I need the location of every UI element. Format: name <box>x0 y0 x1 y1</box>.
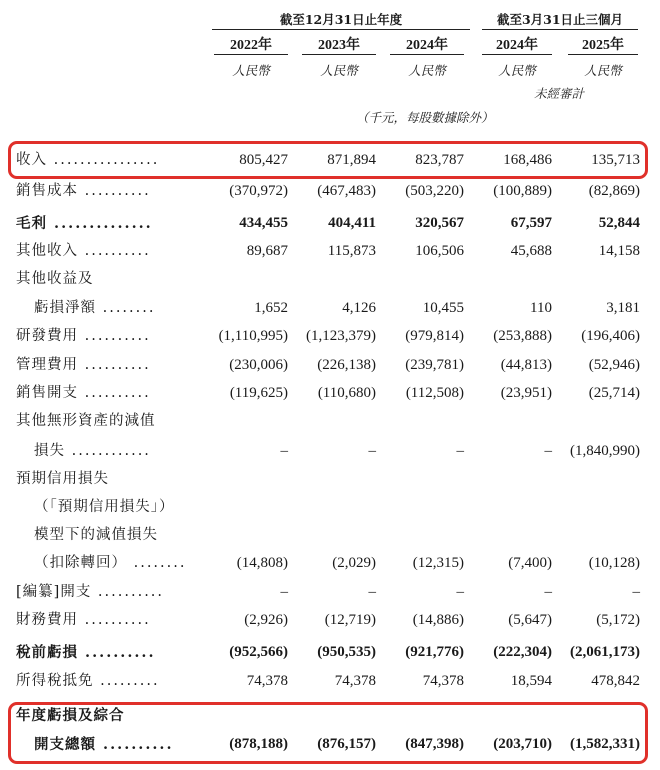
header-group-annual: 截至12月31日止年度 <box>279 12 403 27</box>
table-row <box>0 668 660 695</box>
table-row <box>0 238 660 265</box>
row-label <box>16 147 159 174</box>
row-value: (239,781) <box>405 357 464 373</box>
row-label <box>16 178 151 205</box>
row-value: 404,411 <box>328 215 376 231</box>
table-row <box>0 522 660 549</box>
row-value: (196,406) <box>581 328 640 344</box>
row-value: 45,688 <box>510 243 552 259</box>
currency-2025-q: 人民幣 <box>584 63 622 78</box>
row-value: – <box>456 443 464 459</box>
row-value: – <box>368 584 376 600</box>
row-leader-dots: .............. <box>47 215 153 232</box>
row-value: 871,894 <box>327 152 376 168</box>
currency-2024: 人民幣 <box>408 63 446 78</box>
currency-2023: 人民幣 <box>320 63 358 78</box>
row-label <box>16 639 156 666</box>
table-row <box>0 731 660 758</box>
row-leader-dots: ........ <box>96 300 156 316</box>
row-leader-dots: ......... <box>93 673 160 689</box>
row-label-text: 收入 <box>16 152 47 168</box>
year-rule-2025-q <box>568 54 638 55</box>
row-leader-dots: .......... <box>78 328 151 344</box>
row-value: (222,304) <box>493 644 552 660</box>
row-value: (2,926) <box>244 612 288 628</box>
row-value: (100,889) <box>493 183 552 199</box>
row-value: (82,869) <box>588 183 640 199</box>
row-label-text: 年度虧損及綜合 <box>16 707 125 724</box>
row-value: 1,652 <box>254 300 288 316</box>
row-label-text: 銷售成本 <box>16 183 78 199</box>
row-value: (878,188) <box>229 736 288 752</box>
row-label <box>16 668 160 695</box>
row-label <box>34 522 158 549</box>
row-value: 823,787 <box>415 152 464 168</box>
row-label-text: 銷售開支 <box>16 385 78 401</box>
header-group-quarter: 截至3月31日止三個月 <box>496 12 624 27</box>
row-value: (10,128) <box>588 555 640 571</box>
row-value: 89,687 <box>246 243 288 259</box>
row-value: 74,378 <box>334 673 376 689</box>
row-value: (370,972) <box>229 183 288 199</box>
row-label-text: （「預期信用損失」） <box>34 499 175 515</box>
row-value: (2,029) <box>332 555 376 571</box>
row-value: (1,110,995) <box>218 328 288 344</box>
row-value: 115,873 <box>327 243 376 259</box>
row-label-text: 所得稅抵免 <box>16 673 94 689</box>
row-label-text: 虧損淨額 <box>34 300 96 316</box>
row-leader-dots: .......... <box>78 385 151 401</box>
row-value: (503,220) <box>405 183 464 199</box>
row-value: (1,582,331) <box>570 736 640 752</box>
row-value: 3,181 <box>606 300 640 316</box>
table-row <box>0 178 660 205</box>
row-label-text: 稅前虧損 <box>16 644 78 661</box>
row-value: (5,172) <box>596 612 640 628</box>
row-value: (1,123,379) <box>306 328 376 344</box>
row-label <box>16 266 94 293</box>
row-label-text: 開支總額 <box>34 736 96 753</box>
row-leader-dots: .......... <box>78 357 151 373</box>
unaudited-note: 未經審計 <box>534 86 585 101</box>
table-row <box>0 266 660 293</box>
row-label <box>16 380 151 407</box>
row-label-text: 其他無形資產的減值 <box>16 413 156 429</box>
row-label <box>16 238 151 265</box>
table-row <box>0 380 660 407</box>
row-value: (1,840,990) <box>570 443 640 459</box>
row-label <box>16 352 151 379</box>
row-value: 52,844 <box>598 215 640 231</box>
year-2024-q: 2024年 <box>496 38 538 53</box>
row-value: (14,886) <box>412 612 464 628</box>
row-value: (467,483) <box>317 183 376 199</box>
row-value: 106,506 <box>415 243 464 259</box>
row-value: (979,814) <box>405 328 464 344</box>
row-value: (230,006) <box>229 357 288 373</box>
row-value: (12,315) <box>412 555 464 571</box>
table-row <box>0 579 660 606</box>
table-row <box>0 352 660 379</box>
row-leader-dots: .......... <box>96 736 174 753</box>
row-value: (5,647) <box>508 612 552 628</box>
row-value: – <box>280 584 288 600</box>
row-value: (952,566) <box>229 644 288 660</box>
table-row <box>0 466 660 493</box>
row-value: (14,808) <box>236 555 288 571</box>
row-value: – <box>632 584 640 600</box>
row-leader-dots: ........ <box>127 555 187 571</box>
row-value: (44,813) <box>500 357 552 373</box>
row-value: (847,398) <box>405 736 464 752</box>
table-row <box>0 438 660 465</box>
year-rule-2024-q <box>482 54 552 55</box>
year-2025-q: 2025年 <box>582 38 624 53</box>
table-row <box>0 702 660 729</box>
row-value: (25,714) <box>588 385 640 401</box>
row-label <box>34 494 175 521</box>
year-2022: 2022年 <box>230 38 272 53</box>
row-value: (119,625) <box>229 385 288 401</box>
row-value: 135,713 <box>591 152 640 168</box>
row-value: (2,061,173) <box>570 644 640 660</box>
header-group-annual-rule <box>212 29 470 30</box>
table-row <box>0 494 660 521</box>
row-value: (921,776) <box>405 644 464 660</box>
row-label-text: 毛利 <box>16 215 47 232</box>
currency-2024-q: 人民幣 <box>498 63 536 78</box>
row-value: (110,680) <box>317 385 376 401</box>
row-value: 478,842 <box>591 673 640 689</box>
year-rule-2024 <box>390 54 464 55</box>
row-value: – <box>368 443 376 459</box>
row-label <box>16 702 125 729</box>
year-2023: 2023年 <box>318 38 360 53</box>
row-value: 67,597 <box>510 215 552 231</box>
row-leader-dots: .......... <box>91 584 165 600</box>
row-value: 4,126 <box>342 300 376 316</box>
table-row <box>0 639 660 666</box>
year-rule-2023 <box>302 54 376 55</box>
row-value: 18,594 <box>510 673 552 689</box>
row-value: 110 <box>530 300 552 316</box>
row-label <box>16 607 151 634</box>
row-label <box>34 550 186 577</box>
row-leader-dots: .......... <box>78 183 151 199</box>
row-value: (7,400) <box>508 555 552 571</box>
row-label-text: 預期信用損失 <box>16 471 109 487</box>
row-value: (253,888) <box>493 328 552 344</box>
row-value: – <box>544 584 552 600</box>
row-label-text: 研發費用 <box>16 328 78 344</box>
table-row <box>0 323 660 350</box>
row-label <box>16 579 164 606</box>
unit-note: （千元，每股數據除外） <box>356 110 494 125</box>
row-leader-dots: ............ <box>65 443 151 459</box>
row-value: 10,455 <box>422 300 464 316</box>
row-value: – <box>544 443 552 459</box>
row-value: 168,486 <box>503 152 552 168</box>
table-row <box>0 210 660 237</box>
row-value: (52,946) <box>588 357 640 373</box>
row-label-text: 損失 <box>34 443 65 459</box>
row-value: 14,158 <box>598 243 640 259</box>
row-value: 805,427 <box>239 152 288 168</box>
header-group-quarter-rule <box>482 29 638 30</box>
year-rule-2022 <box>214 54 288 55</box>
row-value: 74,378 <box>422 673 464 689</box>
row-label-text: 財務費用 <box>16 612 78 628</box>
row-label <box>16 210 153 237</box>
row-label <box>16 466 109 493</box>
row-label-text: 其他收益及 <box>16 271 94 287</box>
row-value: – <box>280 443 288 459</box>
row-label-text: 其他收入 <box>16 243 78 259</box>
row-label <box>16 323 151 350</box>
row-label-text: 模型下的減值損失 <box>34 527 158 543</box>
row-value: – <box>456 584 464 600</box>
table-row <box>0 408 660 435</box>
table-row <box>0 147 660 174</box>
row-value: (226,138) <box>317 357 376 373</box>
table-row <box>0 295 660 322</box>
row-leader-dots: .......... <box>78 243 151 259</box>
row-leader-dots: ................ <box>47 152 160 168</box>
row-value: (876,157) <box>317 736 376 752</box>
currency-2022: 人民幣 <box>232 63 270 78</box>
table-row <box>0 550 660 577</box>
row-label <box>16 408 156 435</box>
row-leader-dots: .......... <box>78 644 156 661</box>
row-value: (12,719) <box>324 612 376 628</box>
row-value: 74,378 <box>246 673 288 689</box>
row-value: 434,455 <box>239 215 288 231</box>
row-label <box>34 295 155 322</box>
row-value: 320,567 <box>415 215 464 231</box>
row-value: (203,710) <box>493 736 552 752</box>
row-value: (112,508) <box>405 385 464 401</box>
row-leader-dots: .......... <box>78 612 151 628</box>
row-label-text: [編纂]開支 <box>16 584 92 600</box>
row-value: (23,951) <box>500 385 552 401</box>
table-row <box>0 607 660 634</box>
row-value: (950,535) <box>317 644 376 660</box>
year-2024: 2024年 <box>406 38 448 53</box>
row-label <box>34 731 174 758</box>
row-label-text: （扣除轉回） <box>34 555 127 571</box>
row-label <box>34 438 151 465</box>
row-label-text: 管理費用 <box>16 357 78 373</box>
